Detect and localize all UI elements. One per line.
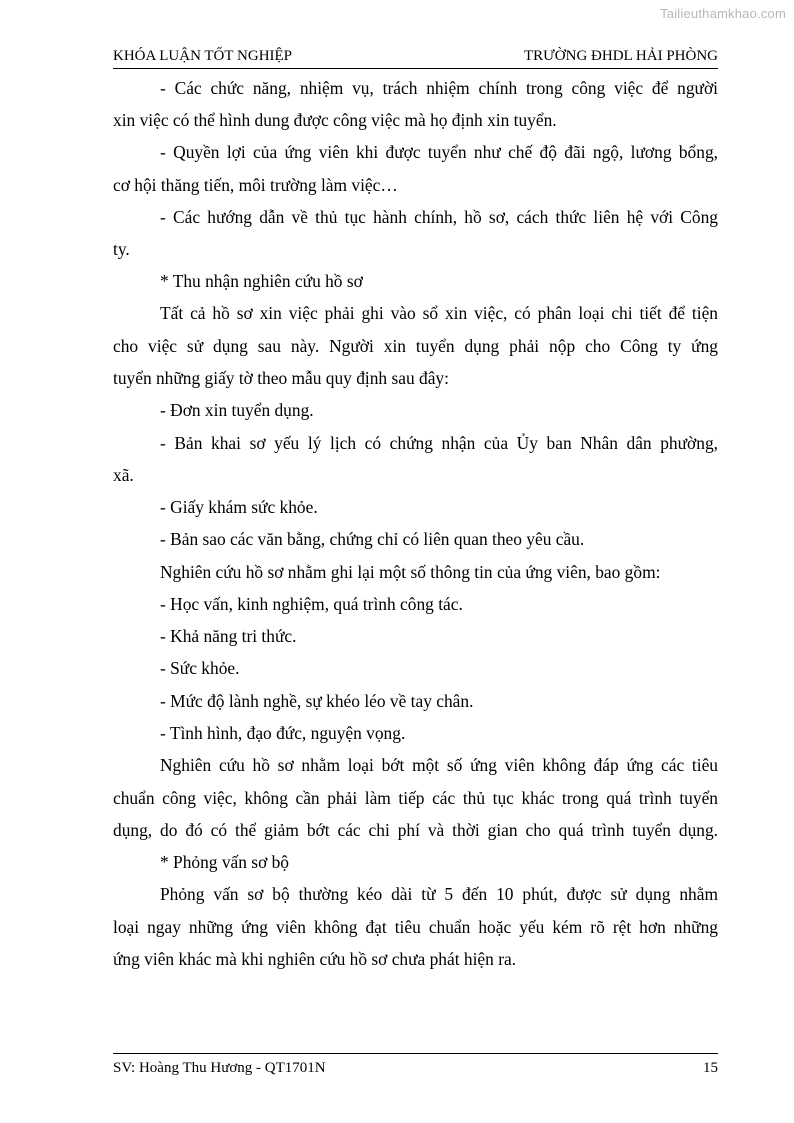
- text-line: - Giấy khám sức khỏe.: [160, 497, 318, 517]
- text-line: - Học vấn, kinh nghiệm, quá trình công tác.: [160, 594, 463, 614]
- text-line: cho việc sử dụng sau này. Người xin tuyển dụng phải nộp cho Công ty ứng: [113, 336, 718, 356]
- text-line: ty.: [113, 239, 130, 259]
- text-line: - Bản khai sơ yếu lý lịch có chứng nhận của Ủy ban Nhân dân phường,: [160, 433, 718, 453]
- page-footer: [113, 1053, 718, 1078]
- text-line: xin việc có thể hình dung được công việc mà họ định xin tuyển.: [113, 110, 557, 130]
- text-line: - Mức độ lành nghề, sự khéo léo về tay chân.: [160, 691, 474, 711]
- text-line: - Các chức năng, nhiệm vụ, trách nhiệm chính trong công việc để người: [160, 78, 718, 98]
- text-line: - Đơn xin tuyển dụng.: [160, 400, 314, 420]
- text-line: tuyển những giấy tờ theo mẫu quy định sau đây:: [113, 368, 449, 388]
- text-line: cơ hội thăng tiến, môi trường làm việc…: [113, 175, 398, 195]
- text-line: Nghiên cứu hồ sơ nhằm ghi lại một số thông tin của ứng viên, bao gồm:: [160, 562, 661, 582]
- section-heading: * Phỏng vấn sơ bộ: [160, 852, 290, 872]
- text-line: - Bản sao các văn bằng, chứng chỉ có liên quan theo yêu cầu.: [160, 529, 585, 549]
- text-line: - Các hướng dẫn về thủ tục hành chính, hồ sơ, cách thức liên hệ với Công: [160, 207, 718, 227]
- text-line: ứng viên khác mà khi nghiên cứu hồ sơ chưa phát hiện ra.: [113, 949, 517, 969]
- text-line: Nghiên cứu hồ sơ nhằm loại bớt một số ứng viên không đáp ứng các tiêu: [160, 755, 718, 775]
- text-line: - Khả năng tri thức.: [160, 626, 297, 646]
- text-line: Tất cả hồ sơ xin việc phải ghi vào sổ xin việc, có phân loại chi tiết để tiện: [160, 303, 718, 323]
- text-line: chuẩn công việc, không cần phải làm tiếp các thủ tục khác trong quá trình tuyển: [113, 788, 718, 808]
- text-line: dụng, do đó có thể giảm bớt các chi phí và thời gian cho quá trình tuyển dụng.: [113, 820, 718, 840]
- footer-author: SV: Hoàng Thu Hương - QT1701N: [113, 1060, 326, 1076]
- text-line: - Tình hình, đạo đức, nguyện vọng.: [160, 723, 406, 743]
- text-line: - Sức khỏe.: [160, 658, 240, 678]
- page-number: 15: [703, 1060, 718, 1076]
- text-line: loại ngay những ứng viên không đạt tiêu chuẩn hoặc yếu kém rõ rệt hơn những: [113, 917, 718, 937]
- header-right: TRƯỜNG ĐHDL HẢI PHÒNG: [524, 48, 718, 64]
- section-heading: * Thu nhận nghiên cứu hồ sơ: [160, 271, 363, 291]
- text-line: - Quyền lợi của ứng viên khi được tuyển như chế độ đãi ngộ, lương bổng,: [160, 142, 718, 162]
- text-line: Phỏng vấn sơ bộ thường kéo dài từ 5 đến 10 phút, được sử dụng nhằm: [160, 884, 718, 904]
- header-left: KHÓA LUẬN TỐT NGHIỆP: [113, 48, 293, 64]
- watermark: Tailieuthamkhao.com: [660, 6, 786, 21]
- text-line: xã.: [113, 465, 134, 485]
- page-header: [113, 48, 718, 69]
